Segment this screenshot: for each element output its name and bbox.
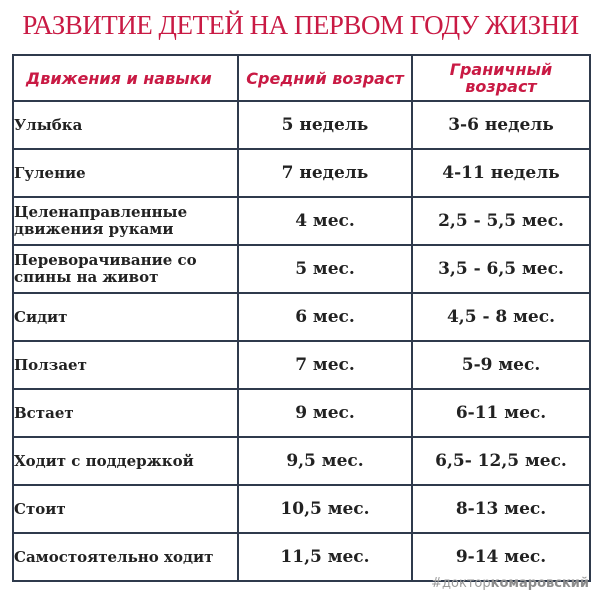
skill-cell: Самостоятельно ходит <box>13 533 238 581</box>
table-row <box>13 101 590 149</box>
range-age-cell: 4,5 - 8 мес. <box>412 293 590 341</box>
range-age-cell: 3-6 недель <box>412 101 590 149</box>
range-age-cell: 8-13 мес. <box>412 485 590 533</box>
average-age-cell: 5 мес. <box>238 245 412 293</box>
skill-cell: Переворачивание со спины на живот <box>13 245 238 293</box>
page-title: РАЗВИТИЕ ДЕТЕЙ НА ПЕРВОМ ГОДУ ЖИЗНИ <box>22 10 579 40</box>
hashtag-prefix: #доктор <box>431 576 491 591</box>
skill-cell: Встает <box>13 389 238 437</box>
table-row <box>13 149 590 197</box>
skill-cell: Улыбка <box>13 101 238 149</box>
header-average-age: Средний возраст <box>238 55 412 101</box>
average-age-cell: 7 недель <box>238 149 412 197</box>
table-header-row <box>13 55 590 101</box>
table-row <box>13 197 590 245</box>
hashtag-name: комаровский <box>490 576 589 591</box>
range-age-cell: 3,5 - 6,5 мес. <box>412 245 590 293</box>
table-row <box>13 533 590 581</box>
hashtag-footer <box>431 576 589 591</box>
range-age-cell: 6-11 мес. <box>412 389 590 437</box>
skill-cell: Сидит <box>13 293 238 341</box>
header-skills: Движения и навыки <box>13 55 238 101</box>
skill-cell: Стоит <box>13 485 238 533</box>
skill-cell: Ползает <box>13 341 238 389</box>
average-age-cell: 9 мес. <box>238 389 412 437</box>
table-row <box>13 293 590 341</box>
range-age-cell: 5-9 мес. <box>412 341 590 389</box>
table-row <box>13 389 590 437</box>
average-age-cell: 7 мес. <box>238 341 412 389</box>
average-age-cell: 10,5 мес. <box>238 485 412 533</box>
development-table <box>12 54 591 582</box>
average-age-cell: 5 недель <box>238 101 412 149</box>
average-age-cell: 11,5 мес. <box>238 533 412 581</box>
range-age-cell: 6,5- 12,5 мес. <box>412 437 590 485</box>
skill-cell: Целенаправленные движения руками <box>13 197 238 245</box>
range-age-cell: 2,5 - 5,5 мес. <box>412 197 590 245</box>
table-row <box>13 437 590 485</box>
average-age-cell: 6 мес. <box>238 293 412 341</box>
range-age-cell: 9-14 мес. <box>412 533 590 581</box>
table-row <box>13 341 590 389</box>
average-age-cell: 4 мес. <box>238 197 412 245</box>
average-age-cell: 9,5 мес. <box>238 437 412 485</box>
table-row <box>13 485 590 533</box>
range-age-cell: 4-11 недель <box>412 149 590 197</box>
table-row <box>13 245 590 293</box>
skill-cell: Ходит с поддержкой <box>13 437 238 485</box>
skill-cell: Гуление <box>13 149 238 197</box>
header-range-age: Граничный возраст <box>412 55 590 101</box>
